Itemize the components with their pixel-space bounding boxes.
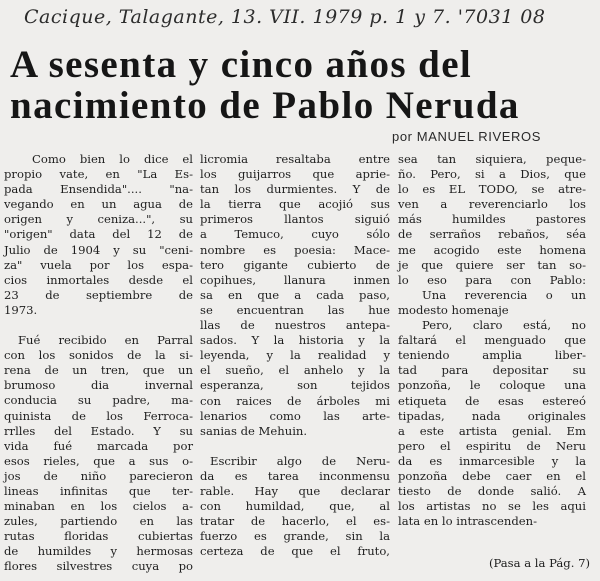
text-line: tratar de hacerlo, el es- xyxy=(200,514,390,529)
text-line: los guijarros que aprie- xyxy=(200,167,390,182)
text-line: licromia resaltaba entre xyxy=(200,152,390,166)
text-line: ño. Pero, si a Dios, que xyxy=(398,167,586,182)
text-line: de humildes y hermosas xyxy=(4,544,193,559)
text-line: da es tarea inconmensu xyxy=(200,468,390,483)
text-line: rena de un tren, que un xyxy=(4,363,193,378)
text-line: 23 de septiembre de xyxy=(4,287,193,302)
text-line: sanias de Mehuin. xyxy=(200,423,308,438)
text-line: a Temuco, cuyo sólo xyxy=(200,227,390,242)
text-line: brumoso dia invernal xyxy=(4,378,193,393)
text-line: da es inmarcesible y la xyxy=(398,453,586,468)
text-line: copihues, llanura inmen xyxy=(200,272,390,287)
text-line: quinista de los Ferroca- xyxy=(4,408,193,423)
text-line: pero el espiritu de Neru xyxy=(398,438,586,453)
text-line: tiesto de donde salió. A xyxy=(398,484,586,499)
text-line: sea tan siquiera, peque- xyxy=(398,152,586,166)
article-column-3 xyxy=(398,152,586,529)
text-line: zules, partiendo en las xyxy=(4,514,193,529)
text-line: esperanza, son tejidos xyxy=(200,378,390,393)
article-column-1 xyxy=(4,152,193,575)
text-line: primeros llantos siguió xyxy=(200,212,390,227)
text-line: je que quiere ser tan so- xyxy=(398,257,586,272)
text-line: esos rieles, que a sus o- xyxy=(4,453,193,468)
text-line: Una reverencia o un xyxy=(422,287,586,302)
text-line: minaban en los cielos a- xyxy=(4,499,193,514)
headline-line-2: nacimiento de Pablo Neruda xyxy=(10,84,520,127)
text-line: rrlles del Estado. Y su xyxy=(4,423,193,438)
text-line: lo es EL TODO, se atre- xyxy=(398,182,586,197)
text-line: jos de niño parecieron xyxy=(4,468,193,483)
text-line: a este artista genial. Em xyxy=(398,423,586,438)
text-line: certeza de que el fruto, xyxy=(200,544,390,559)
text-line: rable. Hay que declarar xyxy=(200,483,390,498)
headline-line-1: A sesenta y cinco años del xyxy=(10,43,473,86)
text-line: Escribir algo de Neru- xyxy=(210,453,390,468)
text-line: rutas floridas cubiertas xyxy=(4,529,193,544)
text-line: sados. Y la historia y la xyxy=(200,333,390,348)
text-line: Como bien lo dice el xyxy=(32,152,193,166)
text-line: cios inmortales desde el xyxy=(4,272,193,287)
paragraph xyxy=(398,152,586,318)
text-line: la tierra que acojió sus xyxy=(200,197,390,212)
text-line: con raices de árboles mi xyxy=(200,393,390,408)
text-line: con los sonidos de la si- xyxy=(4,348,193,363)
text-line: leyenda, y la realidad y xyxy=(200,348,390,363)
text-line: 1973. xyxy=(4,302,38,317)
text-line: conducia su padre, ma- xyxy=(4,393,193,408)
text-line: etiqueta de esas estereó xyxy=(398,393,586,408)
text-line: modesto homenaje xyxy=(398,302,509,317)
text-line: pada Ensendida".... "na- xyxy=(4,182,193,197)
text-line: lo eso para con Pablo: xyxy=(398,272,586,287)
text-line: nombre es poesia: Mace- xyxy=(200,242,390,257)
text-line: vegando en un agua de xyxy=(4,197,193,212)
handwritten-annotation: Cacique, Talagante, 13. VII. 1979 p. 1 y 7. '7031 08 xyxy=(24,6,546,28)
text-line: con humildad, que, al xyxy=(200,499,390,514)
text-line: Pero, claro está, no xyxy=(422,318,586,333)
text-line: "origen" data del 12 de xyxy=(4,227,193,242)
headline xyxy=(10,44,595,126)
text-line: Fué recibido en Parral xyxy=(18,333,193,348)
text-line: flores silvestres cuya po xyxy=(4,559,193,574)
text-line: se encuentran las hue xyxy=(200,302,390,317)
text-line: origen y ceniza...", su xyxy=(4,212,193,227)
text-line: los artistas no se les aqui xyxy=(398,499,586,514)
paragraph xyxy=(398,318,586,529)
continuation-note: (Pasa a la Pág. 7) xyxy=(488,556,590,570)
text-line: za" vuela por los espa- xyxy=(4,257,193,272)
byline: por MANUEL RIVEROS xyxy=(392,129,542,144)
text-line: tad para depositar su xyxy=(398,363,586,378)
text-line: sa en que a cada paso, xyxy=(200,287,390,302)
text-line: tipadas, nada originales xyxy=(398,408,586,423)
paragraph xyxy=(4,152,193,318)
text-line: llas de nuestros antepa- xyxy=(200,318,390,333)
text-line: me acogido este homena xyxy=(398,242,586,257)
text-line: el sueño, el anhelo y la xyxy=(200,363,390,378)
text-line: más humildes pastores xyxy=(398,212,586,227)
text-line: de serraños rebaños, séa xyxy=(398,227,586,242)
text-line: ponzoña debe caer en el xyxy=(398,468,586,483)
paragraph xyxy=(200,152,390,439)
text-line: Julio de 1904 y su "ceni- xyxy=(4,242,193,257)
text-line: tan los durmientes. Y de xyxy=(200,182,390,197)
text-line: ven a reverenciarlo los xyxy=(398,197,586,212)
paragraph xyxy=(4,333,193,575)
text-line: faltará el menguado que xyxy=(398,333,586,348)
paragraph xyxy=(200,454,390,560)
text-line: lineas infinitas que ter- xyxy=(4,483,193,498)
text-line: propio vate, en "La Es- xyxy=(4,167,193,182)
text-line: tero gigante cubierto de xyxy=(200,257,390,272)
text-line: fuerzo es grande, sin la xyxy=(200,529,390,544)
text-line: vida fué marcada por xyxy=(4,438,193,453)
text-line: ponzoña, le coloque una xyxy=(398,378,586,393)
text-line: lenarios como las arte- xyxy=(200,408,390,423)
text-line: lata en lo intrascenden- xyxy=(398,514,537,529)
text-line: teniendo amplia liber- xyxy=(398,348,586,363)
article-column-2 xyxy=(200,152,390,559)
